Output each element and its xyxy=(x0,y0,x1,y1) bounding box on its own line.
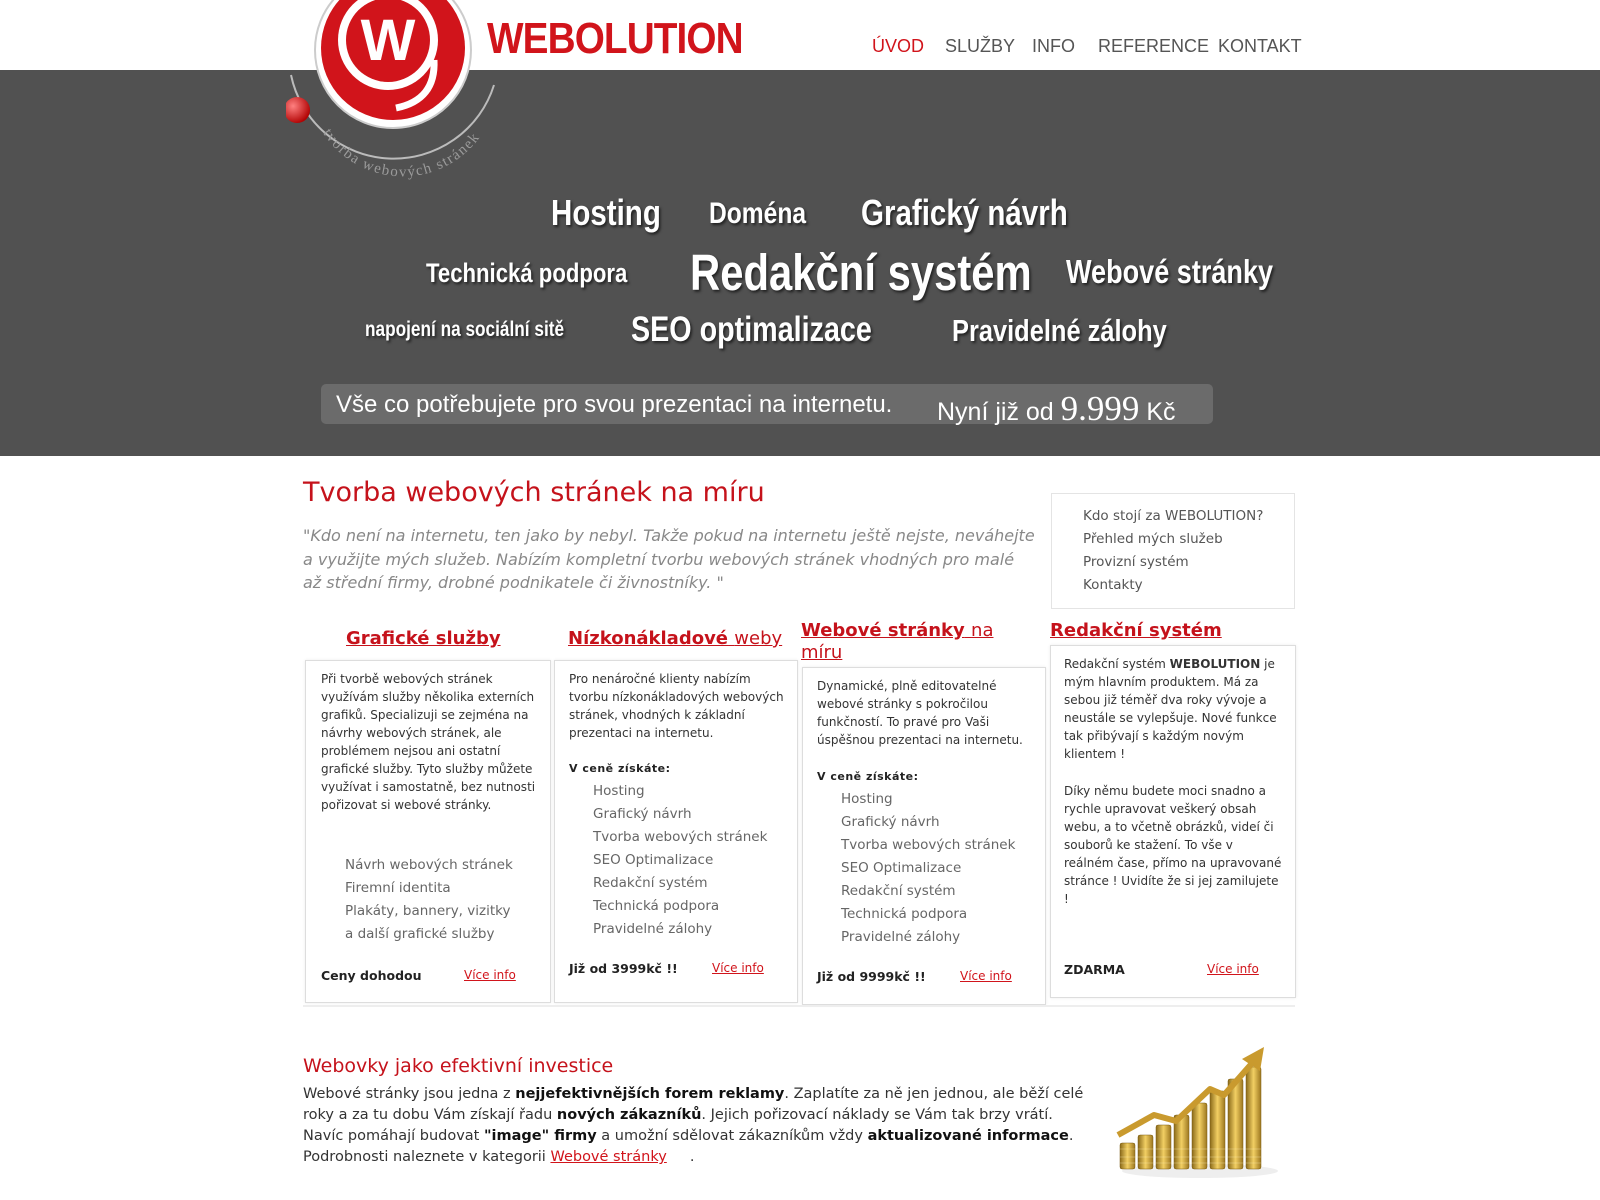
logo-letter: W xyxy=(360,8,416,73)
list-item: Redakční systém xyxy=(593,875,708,891)
coins-growth-chart-icon xyxy=(1114,1045,1279,1180)
list-item: Tvorba webových stránek xyxy=(841,837,1016,853)
section2-t4: a umožní sdělovat zákazníkům vždy xyxy=(596,1128,868,1144)
card-redakcni-title[interactable]: Redakční systém xyxy=(1050,620,1222,641)
card-redakcni-price: ZDARMA xyxy=(1064,962,1125,977)
card-webove-title[interactable] xyxy=(801,620,1011,664)
card-webove-subtitle: V ceně získáte: xyxy=(817,770,919,783)
section2-webove-link[interactable]: Webové stránky xyxy=(550,1149,667,1165)
card-redakcni-more-link[interactable]: Více info xyxy=(1207,962,1259,976)
sidebar-item-kdo-stoji[interactable]: Kdo stojí za WEBOLUTION? xyxy=(1083,508,1264,524)
card-nizko-subtitle: V ceně získáte: xyxy=(569,762,671,775)
card-redakcni-text-2: Díky němu budete moci snadno a rychle upravovat veškerý obsah webu, a to včetně obrázků, videí či souborů ke stažení. To vše v reálném čase, přímo na upravované stránce ! Uvidíte že si jej zamilujete ! xyxy=(1064,784,1282,906)
card-webove-title-b: na míru xyxy=(801,620,994,663)
list-item: SEO Optimalizace xyxy=(841,860,962,876)
section2-t6: . xyxy=(666,1149,695,1165)
nav-sluzby[interactable]: SLUŽBY xyxy=(945,36,1016,56)
card-grafika-title[interactable]: Grafické služby xyxy=(346,628,501,649)
section2-b3: "image" firmy xyxy=(483,1128,597,1144)
card-nizko-more-link[interactable]: Více info xyxy=(712,961,764,975)
promo-price-prefix: Nyní již od xyxy=(937,398,1054,426)
svg-text:tvorba webových stránek xyxy=(319,126,483,180)
list-item: Grafický návrh xyxy=(593,806,692,822)
list-item: SEO Optimalizace xyxy=(593,852,714,868)
cloud-zalohy: Pravidelné zálohy xyxy=(952,313,1167,348)
card-webove xyxy=(802,667,1046,1005)
promo-currency: Kč xyxy=(1146,398,1176,426)
card-webove-list xyxy=(841,788,1015,949)
list-item: Technická podpora xyxy=(593,898,720,914)
nav-uvod[interactable]: ÚVOD xyxy=(872,36,925,56)
list-item: Grafický návrh xyxy=(841,814,940,830)
section2-b2: nových zákazníků xyxy=(556,1107,702,1123)
logo-tagline: tvorba webových stránek xyxy=(319,125,484,180)
card-redakcni-text-1c: je mým hlavním produktem. Má za sebou již téměř dva roky vývoje a neustále se vylepšuje. Nové funkce tak přibývají s každým novým klientem ! xyxy=(1064,657,1277,761)
card-webove-title-a: Webové stránky xyxy=(801,620,965,641)
card-nizko-title-b: weby xyxy=(734,628,783,649)
sidebar-item-provizni-system[interactable]: Provizní systém xyxy=(1083,554,1189,570)
nav-reference[interactable]: REFERENCE xyxy=(1098,36,1210,56)
section2-b4: aktualizované informace xyxy=(867,1128,1069,1144)
intro-quote: "Kdo není na internetu, ten jako by nebyl. Takže pokud na internetu ještě nejste, neváhejte a využijte mých služeb. Nabízím kompletní tvorbu webových stránek vhodných pro malé až střední firmy, drobné podnikatele či živnostníky. " xyxy=(303,526,1035,592)
card-webove-text: Dynamické, plně editovatelné webové stránky s pokročilou funkčností. To pravé pro Vaši úspěšnou prezentaci na internetu. xyxy=(817,679,1023,747)
section2-title: Webovky jako efektivní investice xyxy=(303,1055,614,1077)
section2-text xyxy=(303,1084,1088,1168)
sidebar-links xyxy=(1051,493,1295,609)
cloud-napojeni: napojení na sociální sitě xyxy=(365,318,565,341)
cloud-graficky-navrh: Grafický návrh xyxy=(861,192,1068,233)
list-item: Návrh webových stránek xyxy=(345,857,513,873)
section2-t5: . Podrobnosti naleznete v kategorii xyxy=(303,1128,1074,1165)
brand-name[interactable]: WEBOLUTION xyxy=(487,14,743,63)
sidebar-item-prehled-sluzeb[interactable]: Přehled mých služeb xyxy=(1083,531,1223,547)
header xyxy=(0,0,1600,70)
list-item: Firemní identita xyxy=(345,880,451,896)
card-nizko-list xyxy=(593,780,767,941)
list-item: Pravidelné zálohy xyxy=(841,929,961,945)
card-nizko-text: Pro nenáročné klienty nabízím tvorbu nízkonákladových webových stránek, vhodných k základní prezentaci na internetu. xyxy=(569,672,784,740)
card-nizko-title[interactable] xyxy=(568,628,782,650)
webolution-logo-icon[interactable] xyxy=(286,0,506,180)
card-redakcni xyxy=(1050,645,1296,998)
card-grafika-price: Ceny dohodou xyxy=(321,968,422,983)
card-webove-more-link[interactable]: Více info xyxy=(960,969,1012,983)
list-item: Redakční systém xyxy=(841,883,956,899)
list-item: Plakáty, bannery, vizitky xyxy=(345,903,511,919)
section2-b1: nejjefektivnějších forem reklamy xyxy=(515,1086,785,1102)
promo-bar xyxy=(321,384,1213,428)
list-item: a další grafické služby xyxy=(345,926,495,942)
section2-t3: . Jejich pořizovací náklady se Vám tak brzy vrátí. Navíc pomáhají budovat xyxy=(303,1107,1053,1144)
sidebar-item-kontakty[interactable]: Kontakty xyxy=(1083,577,1143,593)
card-grafika-list xyxy=(345,854,513,946)
promo-price-block xyxy=(937,389,1176,429)
card-nizko-price: Již od 3999kč !! xyxy=(569,961,678,976)
cloud-technicka-podpora: Technická podpora xyxy=(426,258,628,288)
section2-t2: . Zaplatíte za ně jen jednou, ale běží celé roky a za tu dobu Vám získají řadu xyxy=(303,1086,1084,1123)
nav-info[interactable]: INFO xyxy=(1032,36,1075,56)
promo-price: 9.999 xyxy=(1060,389,1140,428)
page-title: Tvorba webových stránek na míru xyxy=(303,477,765,508)
cloud-seo: SEO optimalizace xyxy=(631,310,872,349)
card-grafika xyxy=(305,660,551,1003)
list-item: Technická podpora xyxy=(841,906,968,922)
card-nizko-title-a: Nízkonákladové xyxy=(568,628,729,649)
card-redakcni-text-1a: Redakční systém xyxy=(1064,657,1170,671)
list-item: Tvorba webových stránek xyxy=(593,829,768,845)
nav-kontakt[interactable]: KONTAKT xyxy=(1218,36,1302,56)
card-redakcni-text-1 xyxy=(1064,655,1286,763)
cloud-redakcni-system: Redakční systém xyxy=(690,244,1032,301)
cloud-domena: Doména xyxy=(709,197,807,230)
card-grafika-text: Při tvorbě webových stránek využívám služby několika externích grafiků. Specializuji se zejména na návrhy webových stránek, ale problémem nejsou ani ostatní grafické služby. Tyto služby můžete využívat i samostatně, bez nutnosti pořizovat si webové stránky. xyxy=(321,672,536,812)
list-item: Hosting xyxy=(841,791,893,807)
list-item: Pravidelné zálohy xyxy=(593,921,713,937)
cloud-hosting: Hosting xyxy=(551,192,661,233)
cloud-webove-stranky: Webové stránky xyxy=(1066,253,1274,290)
card-grafika-more-link[interactable]: Více info xyxy=(464,968,516,982)
section-divider xyxy=(303,1005,1295,1007)
card-webove-price: Již od 9999kč !! xyxy=(817,969,926,984)
promo-text: Vše co potřebujete pro svou prezentaci na internetu. xyxy=(336,391,893,418)
section2-t1: Webové stránky jsou jedna z xyxy=(303,1086,516,1102)
card-nizko xyxy=(554,660,798,1003)
list-item: Hosting xyxy=(593,783,645,799)
card-redakcni-text-1b: WEBOLUTION xyxy=(1169,657,1261,671)
